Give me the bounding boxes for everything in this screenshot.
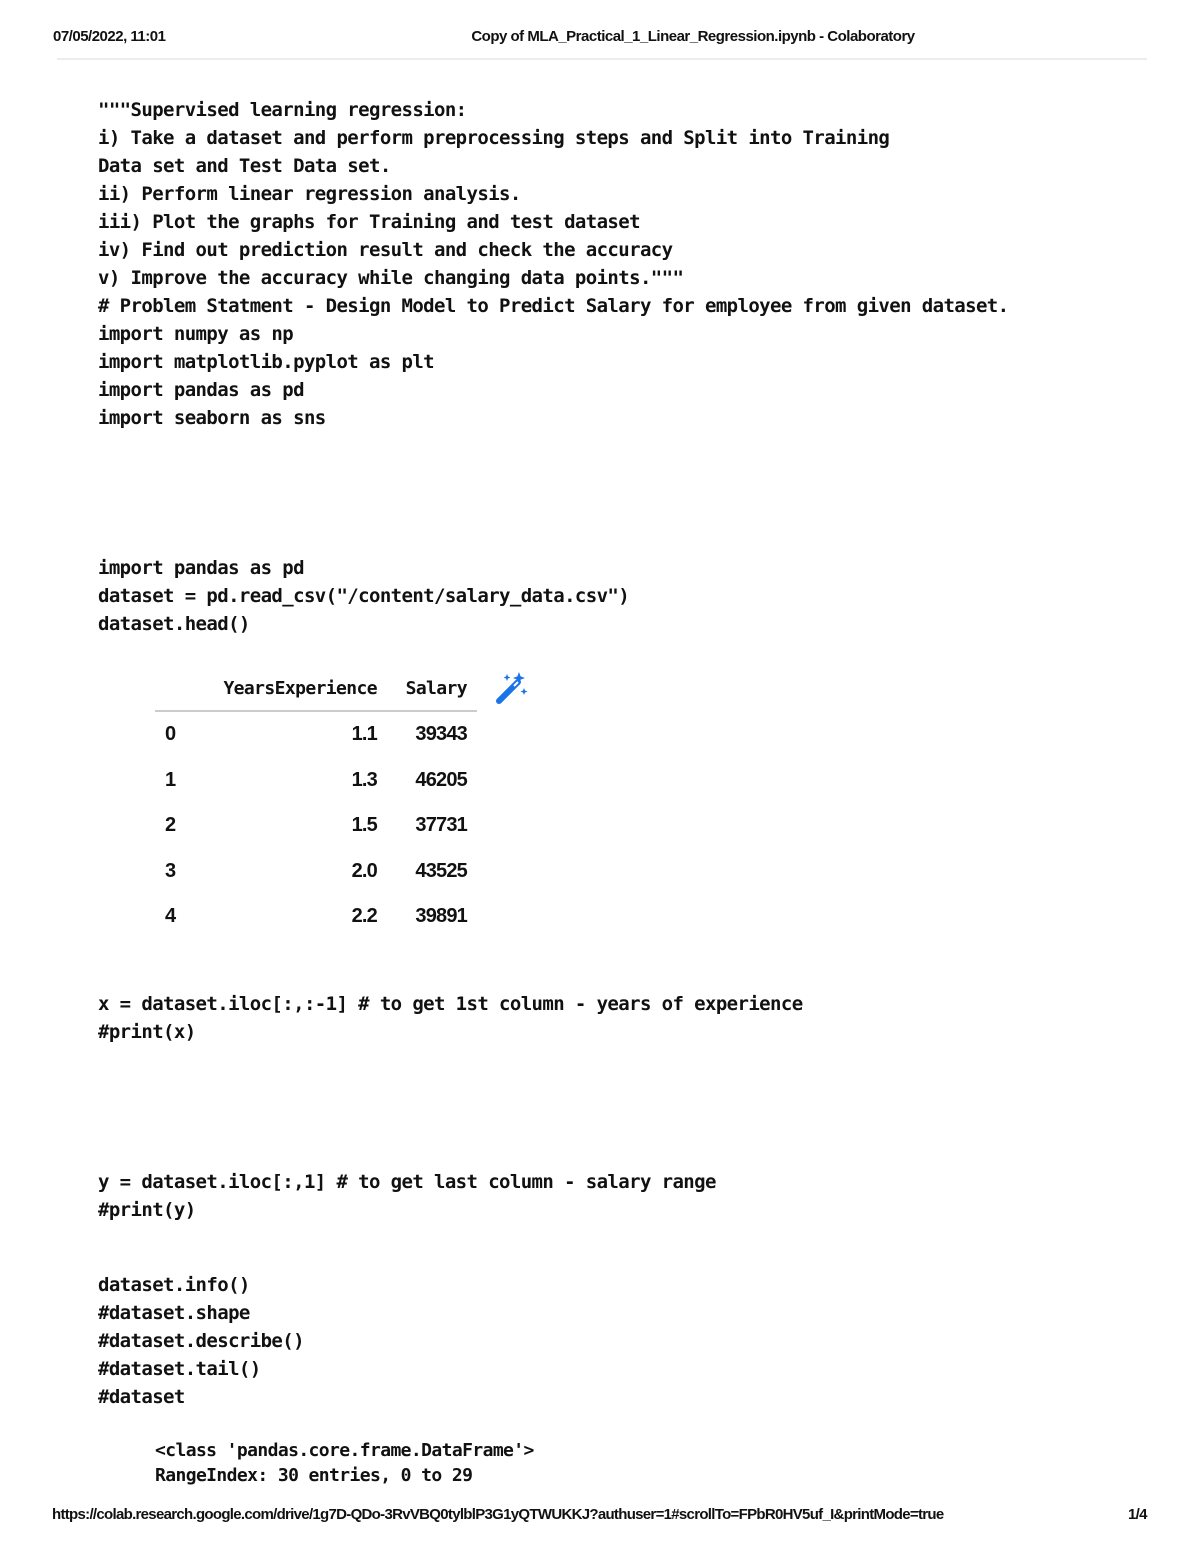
salary-cell: 37731	[415, 814, 467, 837]
row-index: 2	[165, 814, 176, 837]
row-index: 4	[165, 905, 176, 928]
row-index: 0	[165, 723, 176, 746]
salary-cell: 39343	[415, 723, 467, 746]
row-index: 3	[165, 859, 176, 882]
page-url: https://colab.research.google.com/drive/1g7D-QDo-3RvVBQ0tylblP3G1yQTWUKKJ?authuser=1#scrollTo=FPbR0HV5uf_I&printMode=true	[52, 1506, 944, 1523]
dataframe-output	[155, 666, 477, 940]
dataframe-header-row	[155, 666, 477, 711]
info-output: <class 'pandas.core.frame.DataFrame'> RangeIndex: 30 entries, 0 to 29	[155, 1440, 534, 1486]
table-row	[155, 711, 477, 758]
code-cell-x[interactable]: x = dataset.iloc[:,:-1] # to get 1st column - years of experience #print(x)	[98, 993, 803, 1043]
salary-cell: 39891	[415, 905, 467, 928]
column-header-years-experience: YearsExperience	[197, 666, 387, 711]
years-experience-cell: 2.2	[351, 905, 377, 928]
column-header-salary: Salary	[387, 666, 477, 711]
table-row	[155, 803, 477, 849]
salary-cell: 46205	[415, 768, 467, 791]
table-row	[155, 758, 477, 804]
header-divider	[57, 58, 1147, 60]
table-row	[155, 894, 477, 940]
page-number: 1/4	[1128, 1506, 1147, 1523]
magic-wand-icon[interactable]	[493, 670, 529, 706]
years-experience-cell: 2.0	[351, 859, 377, 882]
code-cell-load-dataset[interactable]: import pandas as pd dataset = pd.read_csv("/content/salary_data.csv") dataset.head()	[98, 557, 630, 635]
notebook-title: Copy of MLA_Practical_1_Linear_Regression.ipynb - Colaboratory	[471, 28, 915, 45]
code-cell-intro[interactable]: """Supervised learning regression: i) Take a dataset and perform preprocessing steps and Split into Training Data set and Test Data set. ii) Perform linear regression analysis. iii) Plot the graphs for Training and test dataset iv) Find out prediction result and check the accuracy v) Improve the accuracy while changing data points.""" # Problem Statment - Design Model to Predict Salary for employee from given dataset. import numpy as np import matplotlib.pyplot as plt import pandas as pd import seaborn as sns	[98, 99, 1009, 429]
salary-cell: 43525	[415, 859, 467, 882]
code-cell-y[interactable]: y = dataset.iloc[:,1] # to get last column - salary range #print(y)	[98, 1171, 716, 1221]
print-date: 07/05/2022, 11:01	[53, 28, 166, 45]
years-experience-cell: 1.5	[351, 814, 377, 837]
row-index: 1	[165, 768, 176, 791]
code-cell-info[interactable]: dataset.info() #dataset.shape #dataset.describe() #dataset.tail() #dataset	[98, 1274, 304, 1408]
index-header	[155, 666, 197, 711]
table-row	[155, 849, 477, 895]
years-experience-cell: 1.1	[351, 723, 377, 746]
years-experience-cell: 1.3	[351, 768, 377, 791]
